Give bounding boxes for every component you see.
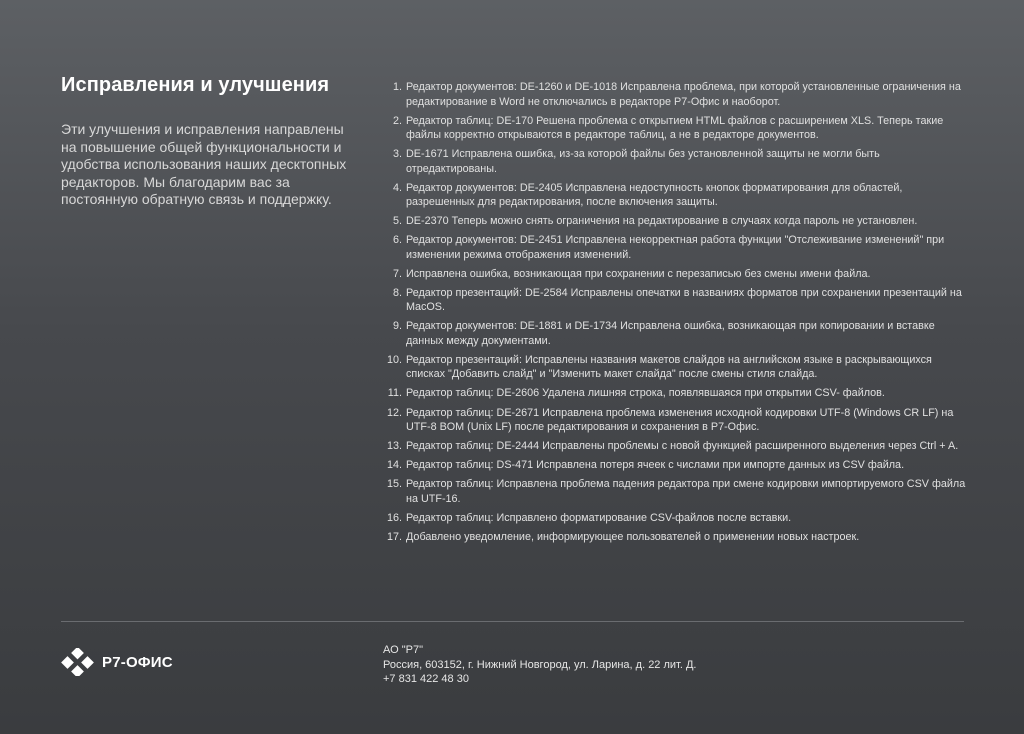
list-item <box>383 353 968 382</box>
list-item-text: Редактор таблиц: DE-2606 Удалена лишняя строка, появлявшаяся при открытии CSV- файлов. <box>406 387 885 400</box>
list-item <box>383 267 968 282</box>
list-item-text: Редактор презентаций: DE-2584 Исправлены опечатки в названиях форматов при сохранении презентаций на MacOS. <box>406 286 962 314</box>
list-item <box>383 233 968 262</box>
r7-diamond-logo-icon <box>61 648 97 676</box>
list-item-text: Редактор таблиц: Исправлено форматирование CSV-файлов после вставки. <box>406 511 792 524</box>
list-item-text: Редактор таблиц: DE-170 Решена проблема с открытием HTML файлов с расширением XLS. Теперь такие файлы корректно открываются в редакторе таблиц, а не в редакторе документов. <box>406 114 944 142</box>
list-item <box>383 114 968 143</box>
list-item-number: 7. <box>392 267 402 280</box>
list-item-number: 14. <box>386 459 402 472</box>
divider <box>61 621 964 622</box>
intro-section <box>61 74 361 209</box>
list-item-text: Добавлено уведомление, информирующее пользователей о применении новых настроек. <box>406 530 860 543</box>
footer-contacts <box>383 643 696 687</box>
page-title: Исправления и улучшения <box>61 74 330 96</box>
list-item-number: 10. <box>386 353 402 366</box>
list-item-text: Редактор документов: DE-1260 и DE-1018 Исправлена проблема, при которой установленные ограничения на редактирование в Word не отключались в редакторе Р7-Офис и наоборот. <box>406 81 961 108</box>
fixes-list <box>383 80 968 549</box>
list-item-number: 1. <box>392 81 402 93</box>
list-item-number: 9. <box>392 320 402 333</box>
list-item-text: Редактор таблиц: DE-2444 Исправлены проблемы с новой функцией расширенного выделения через Ctrl + A. <box>406 440 959 453</box>
list-item-number: 15. <box>386 478 402 491</box>
list-item <box>383 406 968 435</box>
list-item-number: 16. <box>386 511 402 524</box>
list-item-number: 13. <box>386 440 402 453</box>
list-item-text: DE-2370 Теперь можно снять ограничения на редактирование в случаях когда пароль не установлен. <box>406 215 918 228</box>
list-item <box>383 458 968 473</box>
list-item-number: 17. <box>386 530 402 543</box>
list-item-number: 8. <box>392 286 402 299</box>
company-logo <box>61 648 173 676</box>
list-item <box>383 147 968 176</box>
list-item <box>383 530 968 545</box>
list-item-text: Редактор документов: DE-2405 Исправлена недоступность кнопок форматирования для областей, разрешенных для редактирования, после включения защиты. <box>406 181 903 209</box>
list-item-number: 4. <box>392 181 402 194</box>
intro-text: Эти улучшения и исправления направлены на повышение общей функциональности и удобства использования наших десктопных редакторов. Мы благодарим вас за постоянную обратную связь и поддержку. <box>61 121 347 207</box>
list-item <box>383 439 968 454</box>
list-item-text: Редактор презентаций: Исправлены названия макетов слайдов на английском языке в раскрывающихся списках "Добавить слайд" и "Изменить макет слайда" после смены стиля слайда. <box>406 353 932 381</box>
list-item <box>383 477 968 506</box>
list-item <box>383 286 968 315</box>
list-item <box>383 181 968 210</box>
list-item-text: Редактор таблиц: Исправлена проблема падения редактора при смене кодировки импортируемого CSV файла на UTF-16. <box>406 478 966 505</box>
list-item <box>383 214 968 229</box>
list-item-number: 12. <box>386 406 402 419</box>
list-item <box>383 319 968 348</box>
company-phone: +7 831 422 48 30 <box>383 673 469 685</box>
list-item-number: 11. <box>387 387 402 400</box>
list-item <box>383 386 968 401</box>
list-item-text: Редактор документов: DE-2451 Исправлена некорректная работа функции "Отслеживание изменений" при изменении режима отображения изменений. <box>406 234 945 261</box>
list-item-number: 6. <box>392 234 402 247</box>
list-item-text: DE-1671 Исправлена ошибка, из-за которой файлы без установленной защиты не могли быть отредактированы. <box>406 148 880 175</box>
list-item-text: Исправлена ошибка, возникающая при сохранении с перезаписью без смены имени файла. <box>406 267 871 280</box>
list-item-text: Редактор таблиц: DE-2671 Исправлена проблема изменения исходной кодировки UTF-8 (Windows CR LF) на UTF-8 BOM (Unix LF) после редактирования и сохранения в Р7-Офис. <box>406 406 954 434</box>
list-item-number: 5. <box>392 215 402 228</box>
company-name: АО "Р7" <box>383 644 423 656</box>
list-item-number: 2. <box>392 114 402 127</box>
list-item <box>383 80 968 109</box>
list-item-number: 3. <box>392 148 402 161</box>
list-item <box>383 511 968 526</box>
list-item-text: Редактор документов: DE-1881 и DE-1734 Исправлена ошибка, возникающая при копировании и вставке данных между документами. <box>406 320 935 347</box>
company-address: Россия, 603152, г. Нижний Новгород, ул. Ларина, д. 22 лит. Д. <box>383 658 697 671</box>
list-item-text: Редактор таблиц: DS-471 Исправлена потеря ячеек с числами при импорте данных из CSV файла. <box>406 459 905 472</box>
logo-text: Р7-ОФИС <box>102 653 173 671</box>
